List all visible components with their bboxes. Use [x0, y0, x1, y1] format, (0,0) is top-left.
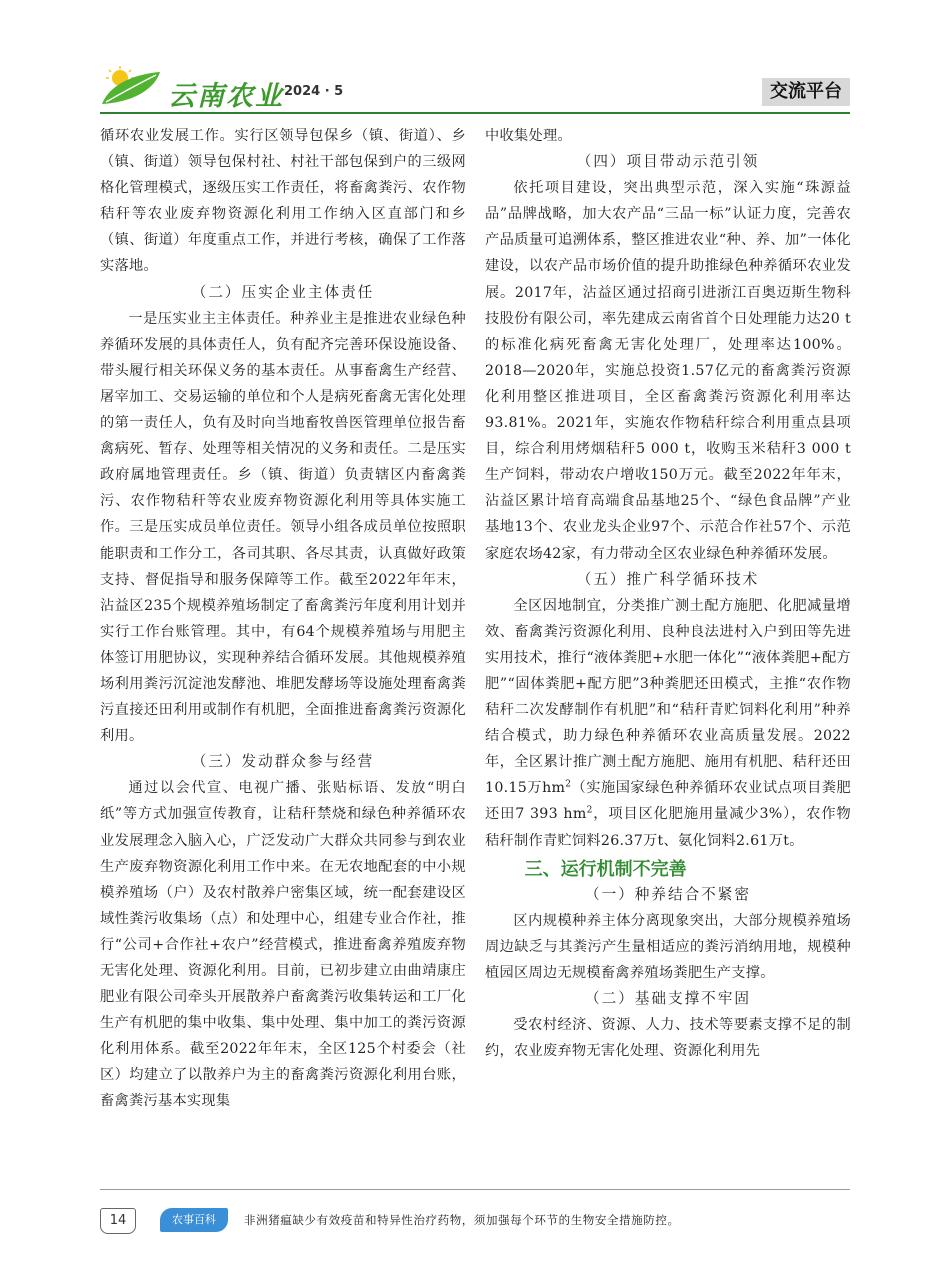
paragraph-with-units [485, 593, 851, 854]
paragraph: 一是压实业主主体责任。种养业主是推进农业绿色种养循环发展的具体责任人，负有配齐完善环保设施设备、带头履行相关环保义务的基本责任。从事畜禽生产经营、屠宰加工、交易运输的单位和个人是病死畜禽无害化处理的第一责任人，负有及时向当地畜牧兽医管理单位报告畜禽病死、暂存、处理等相关情况的义务和责任。二是压实政府属地管理责任。乡（镇、街道）负责辖区内畜禽粪污、农作物秸秆等农业废弃物资源化利用等具体实施工作。三是压实成员单位责任。领导小组各成员单位按照职能职责和工作分工，各司其职、各尽其责，认真做好政策支持、督促指导和服务保障等工作。截至2022年年末，沾益区235个规模养殖场制定了畜禽粪污年度利用计划并实行工作台账管理。其中，有64个规模养殖场与用肥主体签订用肥协议，实现种养结合循环发展。其他规模养殖场利用粪污沉淀池发酵池、堆肥发酵场等设施处理畜禽粪污直接还田利用或制作有机肥，全面推进畜禽粪污资源化利用。 [100, 310, 466, 745]
page-header [100, 62, 850, 112]
section-heading: 三、运行机制不完善 [524, 858, 687, 880]
paragraph: 循环农业发展工作。实行区领导包保乡（镇、街道）、乡（镇、街道）领导包保村社、村社干部包保到户的三级网格化管理模式，逐级压实工作责任，将畜禽粪污、农作物秸秆等农业废弃物资源化利用工作纳入区直部门和乡（镇、街道）年度重点工作，并进行考核，确保了工作落实落地。 [100, 128, 466, 275]
subheading: （二）基础支撑不牢固 [585, 990, 751, 1007]
issue-number: 2024 · 5 [284, 84, 344, 99]
text-run: （实施国家绿色种养循环农业试点项目粪肥还田7 393 hm [485, 780, 851, 823]
header-divider [100, 112, 850, 114]
paragraph: 受农村经济、资源、人力、技术等要素支撑不足的制约，农业废弃物无害化处理、资源化利用先 [485, 1017, 851, 1060]
paragraph: 依托项目建设，突出典型示范，深入实施“珠源益品”品牌战略，加大农产品“三品一标”认证力度，完善农产品质量可追溯体系，整区推进农业“种、养、加”一体化建设，以农产品市场价值的提升助推绿色种养循环农业发展。2017年，沾益区通过招商引进浙江百奥迈斯生物科技股份有限公司，率先建成云南省首个日处理能力达20 t的标准化病死畜禽无害化处理厂，处理率达100%。2018—2020年，实施总投资1.57亿元的畜禽粪污资源化利用整区推进项目，全区畜禽粪污资源化利用率达93.81%。2021年，实施农作物秸秆综合利用重点县项目，综合利用烤烟秸秆5 000 t，收购玉米秸秆3 000 t生产饲料，带动农户增收150万元。截至2022年年末，沾益区累计培育高端食品基地25个、“绿色食品牌”产业基地13个、农业龙头企业97个、示范合作社57个、示范家庭农场42家，有力带动全区农业绿色种养循环发展。 [485, 180, 851, 562]
superscript: 2 [565, 779, 572, 790]
superscript: 2 [586, 805, 593, 816]
subheading: （四）项目带动示范引领 [576, 153, 760, 171]
paragraph: 区内规模种养主体分离现象突出，大部分规模养殖场周边缺乏与其粪污产生量相适应的粪污消纳用地，规模种植园区周边无规模畜禽养殖场粪肥生产支撑。 [485, 912, 851, 981]
text-run: ，项目区化肥施用量减少3%），农作物秸秆制作青贮饲料26.37万t、氨化饲料2.61万t。 [485, 806, 852, 849]
left-column [100, 123, 466, 1115]
subheading: （三）发动群众参与经营 [191, 753, 375, 771]
subheading: （五）推广科学循环技术 [576, 570, 760, 588]
footer-divider [100, 1189, 850, 1190]
paragraph: 中收集处理。 [485, 128, 572, 144]
paragraph: 通过以会代宣、电视广播、张贴标语、发放“明白纸”等方式加强宣传教育，让秸秆禁烧和绿色种养循环农业发展理念入脑入心，广泛发动广大群众共同参与到农业生产废弃物资源化利用工作中来。在无农地配套的中小规模养殖场（户）及农村散养户密集区域，统一配套建设区域性粪污收集场（点）和处理中心，组建专业合作社，推行“公司+合作社+农户”经营模式，推进畜禽养殖废弃物无害化处理、资源化利用。目前，已初步建立由曲靖康庄肥业有限公司牵头开展散养户畜禽粪污收集转运和工厂化生产有机肥的集中收集、集中处理、集中加工的粪污资源化利用体系。截至2022年年末，全区125个村委会（社区）均建立了以散养户为主的畜禽粪污资源化利用台账，畜禽粪污基本实现集 [100, 780, 466, 1110]
footer-category-tab: 农事百科 [160, 1208, 228, 1232]
page-number: 14 [100, 1208, 136, 1234]
brand-title: 云南农业 [168, 81, 284, 112]
subheading: （二）压实企业主体责任 [191, 283, 375, 301]
right-column [485, 123, 851, 1064]
footer-tip: 非洲猪瘟缺少有效疫苗和特异性治疗药物，须加强每个环节的生物安全措施防控。 [244, 1213, 680, 1227]
leaf-sun-logo-icon [100, 66, 162, 106]
section-tag: 交流平台 [762, 78, 850, 106]
subheading: （一）种养结合不紧密 [585, 885, 751, 903]
text-run: 全区因地制宜，分类推广测土配方施肥、化肥减量增效、畜禽粪污资源化利用、良种良法进村入户到田等先进实用技术，推行“液体粪肥+水肥一体化”“液体粪肥+配方肥”“固体粪肥+配方肥”3种粪肥还田模式，主推“农作物秸秆二次发酵制作有机肥”和“秸秆青贮饲料化利用”种养结合模式，助力绿色种养循环农业高质量发展。2022年，全区累计推广测土配方施肥、施用有机肥、秸秆还田10.15万hm [485, 597, 851, 797]
